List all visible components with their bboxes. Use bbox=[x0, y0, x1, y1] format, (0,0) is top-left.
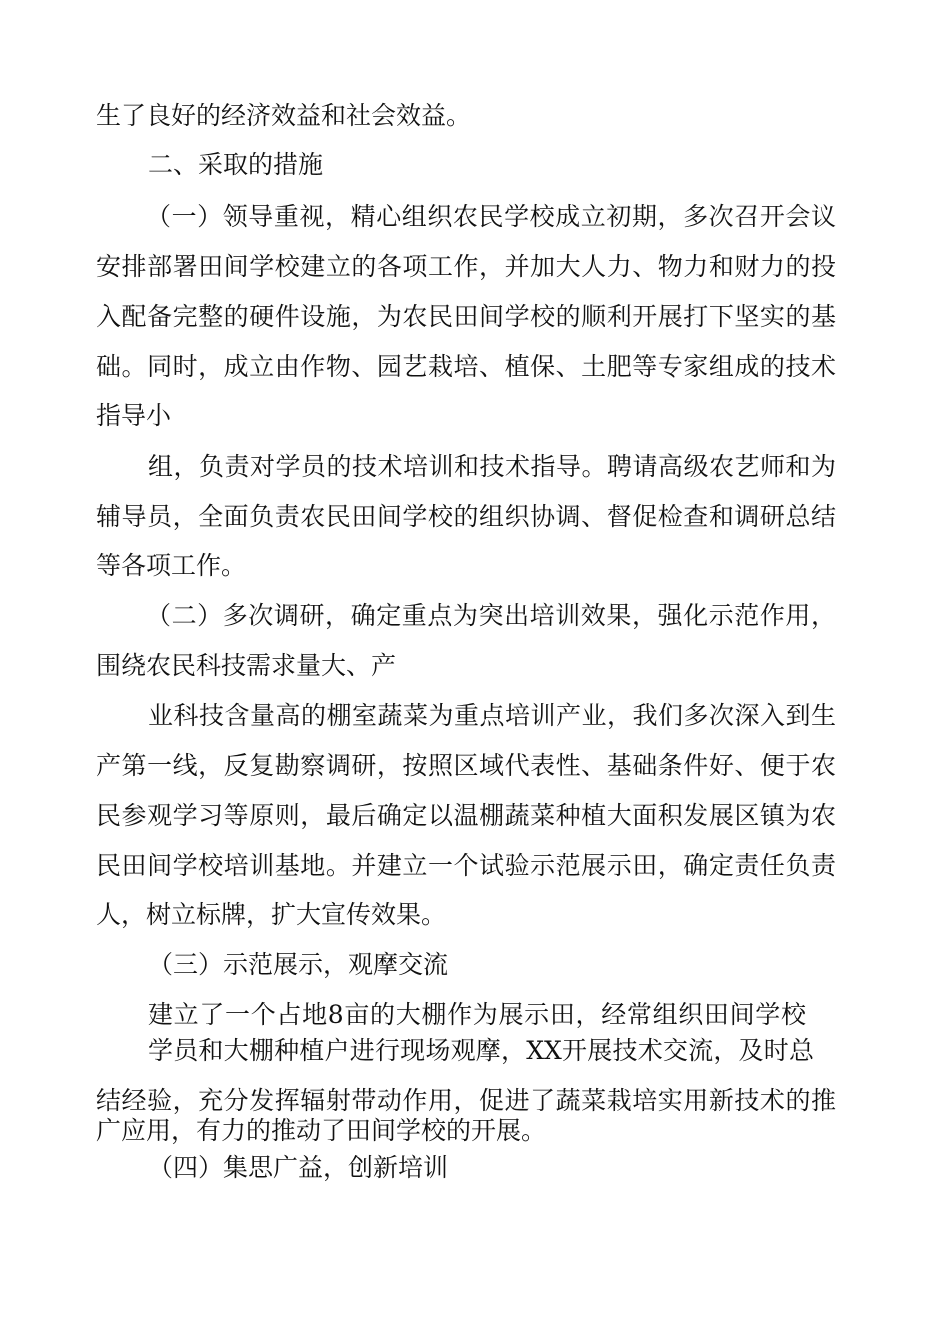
text-line: 产第一线，反复勘察调研，按照区域代表性、基础条件好、便于农 bbox=[96, 751, 836, 780]
text-line: 生了良好的经济效益和社会效益。 bbox=[96, 101, 472, 130]
text-line: 等各项工作。 bbox=[96, 551, 247, 580]
text-line: 广应用，有力的推动了田间学校的开展。 bbox=[96, 1116, 547, 1145]
subheading-line: （一）领导重视，精心组织农民学校成立初期，多次召开会议 bbox=[146, 202, 836, 231]
text-line: 础。同时，成立由作物、园艺栽培、植保、土肥等专家组成的技术 bbox=[96, 352, 836, 381]
text-line: 指导小 bbox=[96, 401, 172, 430]
section-heading: 二、采取的措施 bbox=[148, 150, 324, 179]
text-line: 学员和大棚种植户进行现场观摩，XX开展技术交流，及时总 bbox=[148, 1036, 814, 1065]
subheading-line: （三）示范展示，观摩交流 bbox=[148, 950, 449, 979]
text-line: 民田间学校培训基地。并建立一个试验示范展示田，确定责任负责 bbox=[96, 851, 836, 880]
text-line: 围绕农民科技需求量大、产 bbox=[96, 651, 397, 680]
text-line: 业科技含量高的棚室蔬菜为重点培训产业，我们多次深入到生 bbox=[148, 701, 836, 730]
subheading-line: （四）集思广益，创新培训 bbox=[148, 1153, 449, 1182]
text-line: 结经验，充分发挥辐射带动作用，促进了蔬菜栽培实用新技术的推 bbox=[96, 1086, 836, 1115]
text-line: 民参观学习等原则，最后确定以温棚蔬菜种植大面积发展区镇为农 bbox=[96, 801, 836, 830]
text-line: 组，负责对学员的技术培训和技术指导。聘请高级农艺师和为 bbox=[148, 452, 836, 481]
text-line: 人，树立标牌，扩大宣传效果。 bbox=[96, 900, 447, 929]
text-line: 辅导员，全面负责农民田间学校的组织协调、督促检查和调研总结 bbox=[96, 502, 836, 531]
text-line: 安排部署田间学校建立的各项工作，并加大人力、物力和财力的投 bbox=[96, 252, 836, 281]
text-line: 入配备完整的硬件设施，为农民田间学校的顺利开展打下坚实的基 bbox=[96, 302, 836, 331]
text-line: 建立了一个占地8亩的大棚作为展示田，经常组织田间学校 bbox=[148, 1000, 806, 1029]
subheading-line: （二）多次调研，确定重点为突出培训效果，强化示范作用， bbox=[146, 601, 836, 630]
